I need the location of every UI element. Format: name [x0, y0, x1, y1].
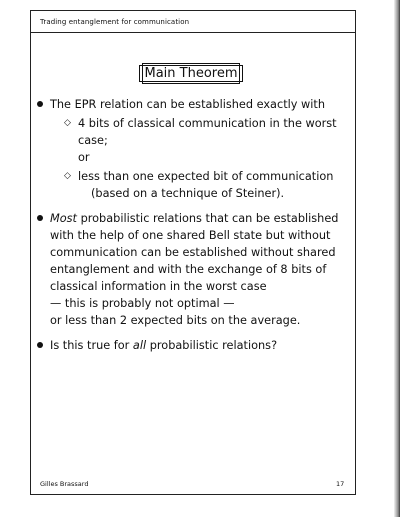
- bullet-item-question: [36, 337, 346, 354]
- bullet-text: The EPR relation can be established exactly with: [50, 98, 326, 111]
- bullet-item-epr: [36, 96, 346, 202]
- bullet-icon: [37, 101, 43, 107]
- bullet-text-line: entanglement and with the exchange of 8 bits of: [50, 263, 327, 276]
- bullet-text-line: with the help of one shared Bell state but without: [50, 229, 331, 242]
- slide-title-box: [142, 63, 240, 84]
- emphasis-all: all: [132, 339, 147, 352]
- running-title: Trading entanglement for communication: [40, 18, 190, 26]
- bullet-icon: [37, 215, 43, 221]
- bullet-text-first-line: [50, 210, 346, 227]
- question-suffix: probabilistic relations?: [146, 339, 278, 352]
- subitem-text-cont: or: [78, 151, 90, 164]
- header-rule: [30, 32, 356, 33]
- question-prefix: Is this true for: [50, 339, 133, 352]
- scan-edge-shadow: [394, 0, 400, 517]
- subitem-worst-case: [50, 115, 346, 166]
- slide-content: [36, 96, 346, 362]
- diamond-bullet-icon: ◇: [64, 118, 71, 128]
- subitem-text: less than one expected bit of communication: [78, 170, 334, 183]
- slide-title: Main Theorem: [139, 65, 242, 82]
- emphasis-most: Most: [50, 212, 77, 225]
- bullet-icon: [37, 342, 43, 348]
- bullet-text-line: classical information in the worst case: [50, 280, 267, 293]
- subitem-text: 4 bits of classical communication in the worst case;: [78, 117, 337, 147]
- bullet-text-line: or less than 2 expected bits on the average.: [50, 314, 301, 327]
- bullet-item-most: [36, 210, 346, 329]
- subitem-expected: [50, 168, 346, 202]
- bullet-text: [50, 337, 346, 354]
- bullet-text: probabilistic relations that can be established: [76, 212, 339, 225]
- diamond-bullet-icon: ◇: [64, 171, 71, 181]
- bullet-text-line: — this is probably not optimal —: [50, 297, 235, 310]
- page-number: 17: [336, 480, 345, 488]
- subitem-text-cont: (based on a technique of Steiner).: [91, 187, 285, 200]
- footer-author: Gilles Brassard: [40, 480, 89, 488]
- bullet-text-line: communication can be established without shared: [50, 246, 336, 259]
